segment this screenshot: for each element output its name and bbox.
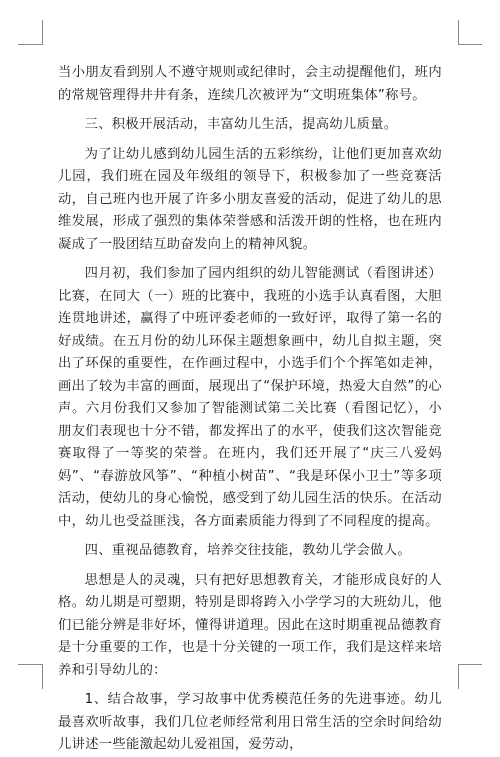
crop-mark-top-left-h — [18, 44, 42, 45]
crop-mark-top-right-v — [458, 20, 459, 45]
crop-mark-top-left-v — [42, 20, 43, 45]
paragraph-continuation: 当小朋友看到别人不遵守规则或纪律时，会主动提醒他们，班内的常规管理得井井有条，连续几次被评为“文明班集体”称号。 — [58, 65, 442, 103]
crop-mark-top-right-h — [458, 44, 482, 45]
paragraph-moral-education: 思想是人的灵魂，只有把好思想教育关，才能形成良好的人格。幼儿期是可塑期，特别是即将跨入小学学习的大班幼儿，他们已能分辨是非好坏，懂得讲道理。因此在这时期重视品德教育是十分重要的工作，也是十分关键的一项工作，我们是这样来培养和引导幼儿的： — [58, 572, 442, 678]
crop-mark-bottom-left-h — [18, 664, 42, 665]
crop-mark-bottom-right-v — [458, 664, 459, 689]
paragraph-activities-intro: 为了让幼儿感到幼儿园生活的五彩缤纷，让他们更加喜欢幼儿园，我们班在园及年级组的领导下，积极参加了一些竞赛活动，自己班内也开展了许多小朋友喜爱的活动，促进了幼儿的思维发展，形成了强烈的集体荣誉感和活泼开朗的性格，也在班内凝成了一股团结互助奋发向上的精神风貌。 — [58, 146, 442, 252]
document-body — [58, 62, 442, 757]
section-heading-moral-education: 四、重视品德教育，培养交往技能，教幼儿学会做人。 — [84, 543, 411, 558]
crop-mark-bottom-left-v — [42, 664, 43, 689]
crop-mark-bottom-right-h — [458, 664, 482, 665]
paragraph-stories: 1、结合故事，学习故事中优秀模范任务的先进事迹。幼儿最喜欢听故事，我们几位老师经常利用日常生活的空余时间给幼儿讲述一些能激起幼儿爱祖国，爱劳动， — [58, 692, 442, 752]
section-heading-activities: 三、积极开展活动，丰富幼儿生活，提高幼儿质量。 — [84, 117, 398, 132]
paragraph-competitions: 四月初，我们参加了园内组织的幼儿智能测试（看图讲述）比赛，在同大（一）班的比赛中，我班的小选手认真看图，大胆连贯地讲述，赢得了中班评委老师的一致好评，取得了第一名的好成绩。在五月份的幼儿环保主题想象画中，幼儿自拟主题，突出了环保的重要性，在作画过程中，小选手们个个挥笔如走神，画出了较为丰富的画面，展现出了“保护环境，热爱大自然”的心声。六月份我们又参加了智能测试第二关比赛（看图记忆），小朋友们表现也十分不错，都发挥出了的水平，使我们这次智能竞赛取得了一等奖的荣誉。在班内，我们还开展了“庆三八爱妈妈”、“春游放风筝”、“种植小树苗”、“我是环保小卫士”等多项活动，使幼儿的身心愉悦，感受到了幼儿园生活的快乐。在活动中，幼儿也受益匪浅，各方面素质能力得到了不同程度的提高。 — [58, 266, 442, 529]
